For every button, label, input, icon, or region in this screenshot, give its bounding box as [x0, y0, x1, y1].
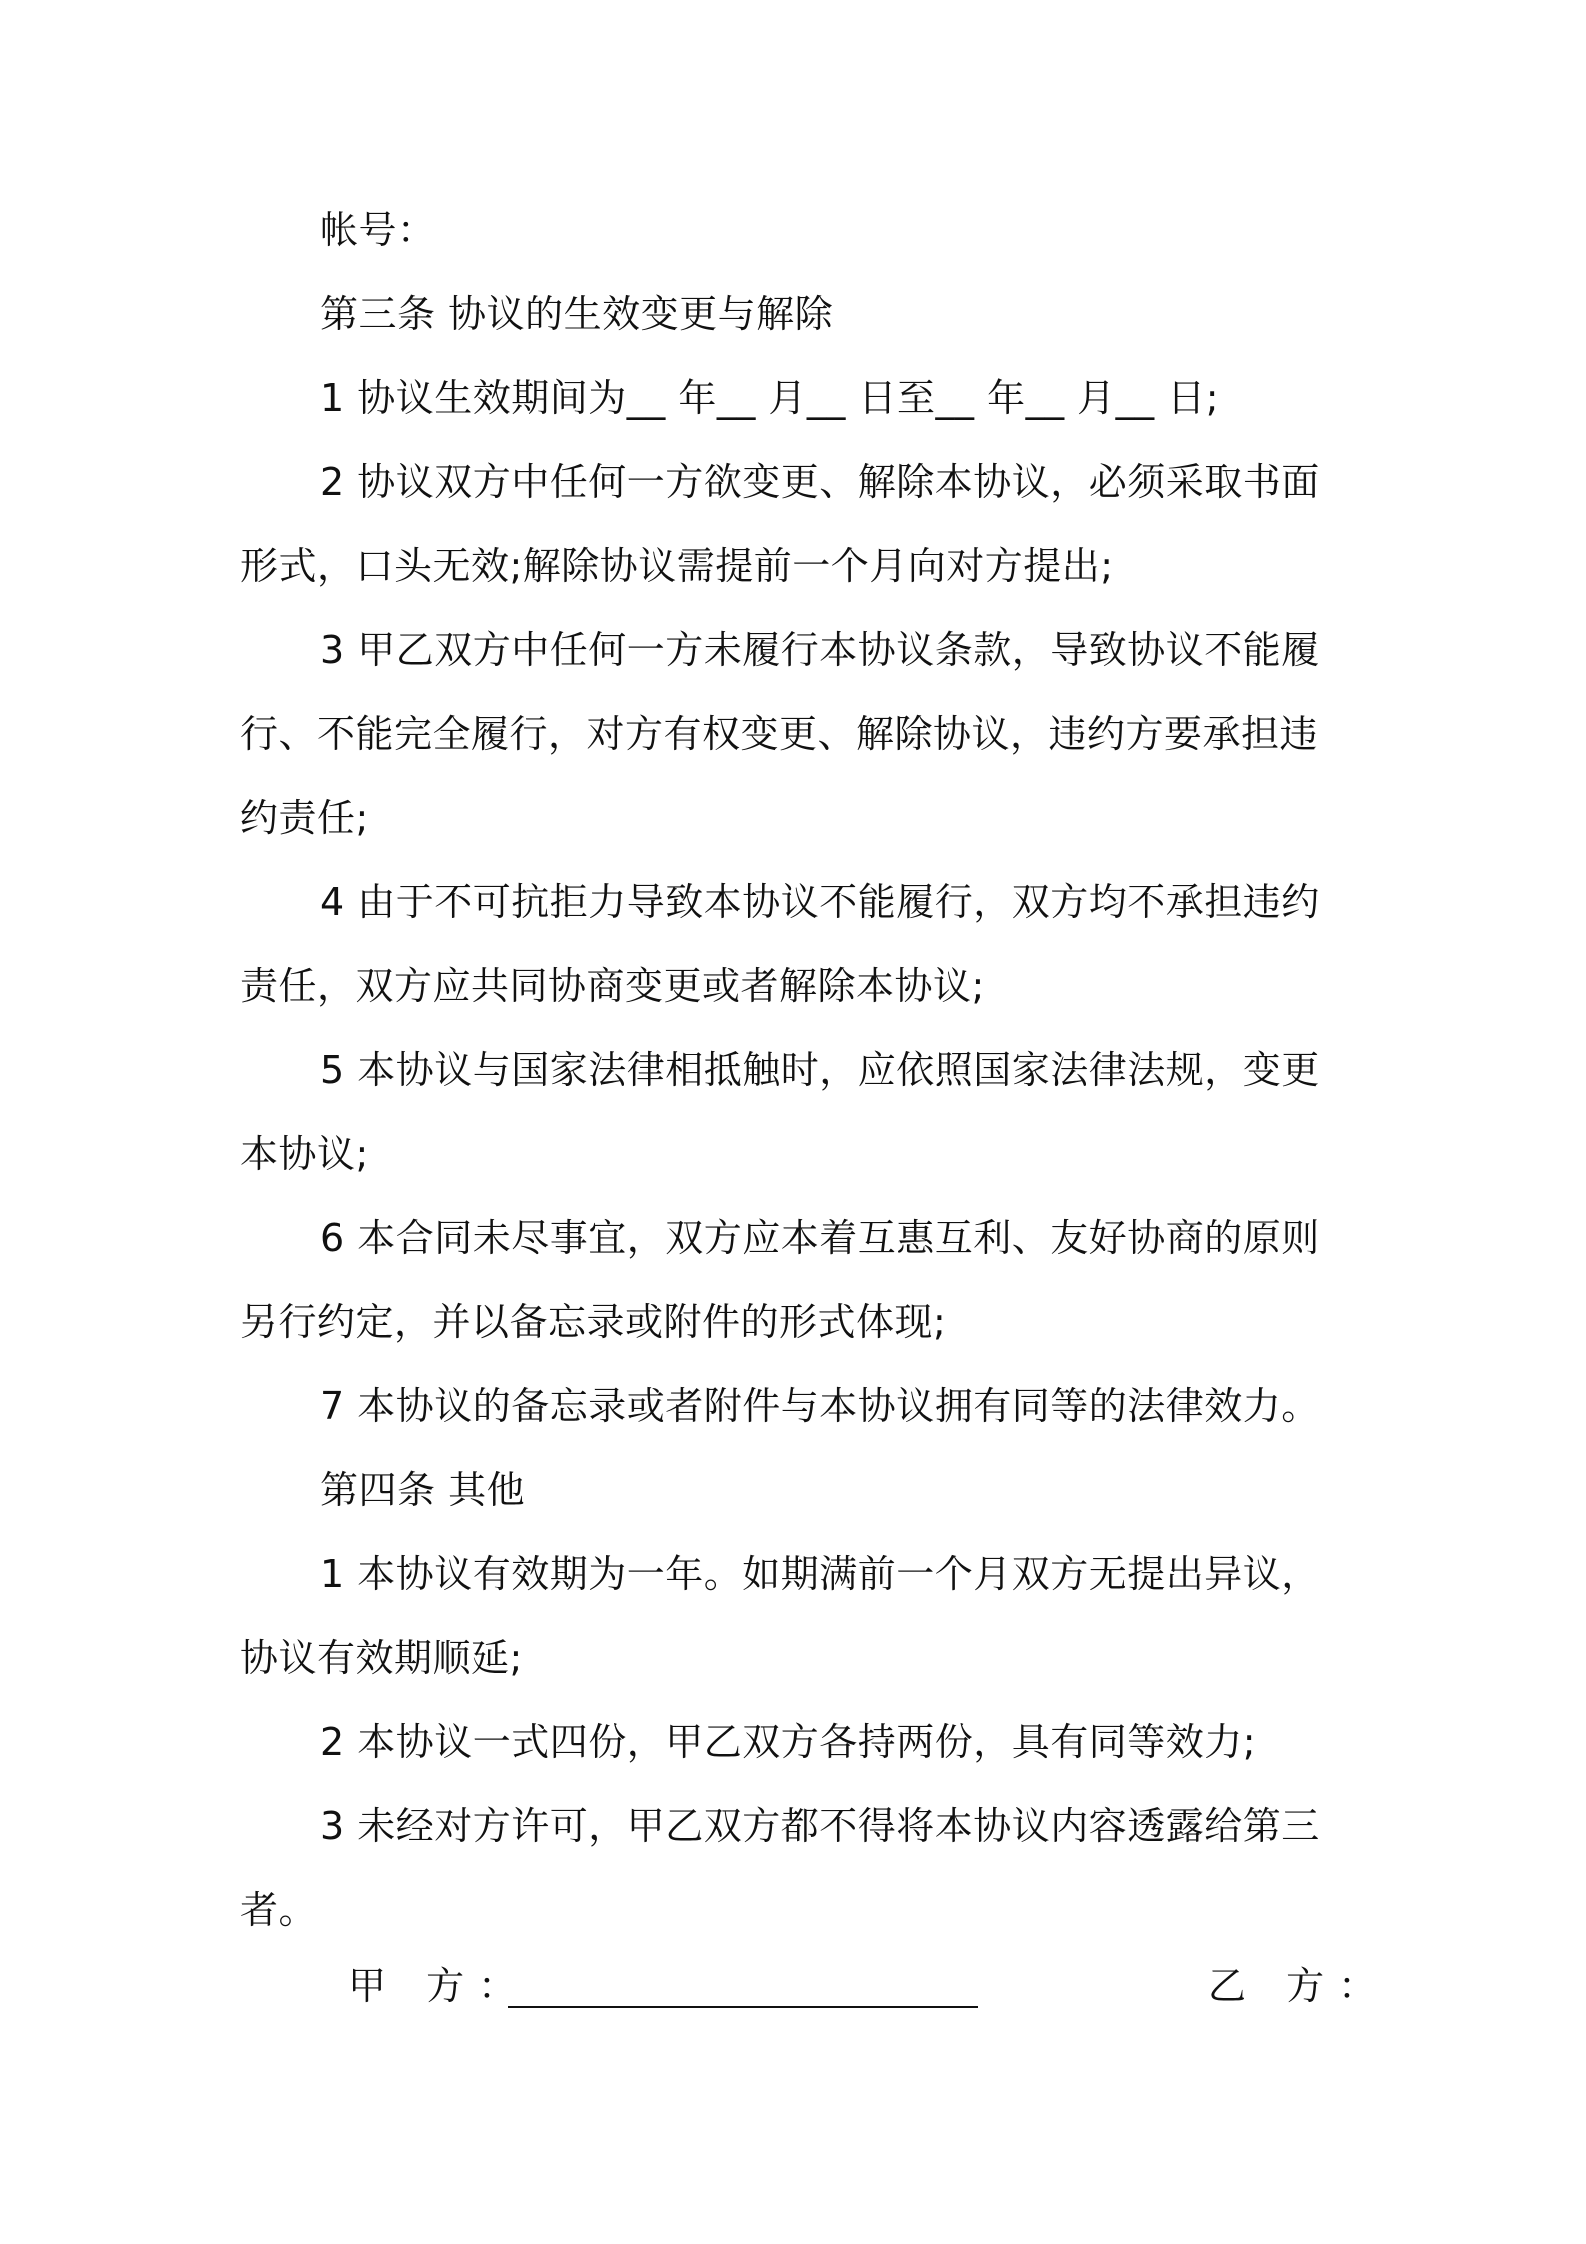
clause-3-2-line-1: 2 协议双方中任何一方欲变更、解除本协议，必须采取书面 — [320, 460, 1320, 504]
clause-3-1: 1 协议生效期间为__ 年__ 月__ 日至__ 年__ 月__ 日; — [320, 376, 1220, 420]
clause-3-6-line-2: 另行约定，并以备忘录或附件的形式体现; — [240, 1300, 947, 1344]
clause-3-2-line-2: 形式，口头无效;解除协议需提前一个月向对方提出; — [240, 544, 1114, 588]
clause-3-6-line-1: 6 本合同未尽事宜，双方应本着互惠互利、友好协商的原则 — [320, 1216, 1320, 1260]
clause-3-3-line-3: 约责任; — [240, 796, 369, 840]
clause-4-3-line-1: 3 未经对方许可，甲乙双方都不得将本协议内容透露给第三 — [320, 1804, 1320, 1848]
party-a-signature-line — [508, 1958, 978, 2008]
article-four-heading: 第四条 其他 — [320, 1468, 526, 1512]
account-label: 帐号： — [320, 208, 436, 252]
clause-4-3-line-2: 者。 — [240, 1888, 318, 1932]
clause-3-4-line-2: 责任，双方应共同协商变更或者解除本协议; — [240, 964, 985, 1008]
clause-3-7: 7 本协议的备忘录或者附件与本协议拥有同等的法律效力。 — [320, 1384, 1320, 1428]
party-a-label: 甲 方： — [348, 1964, 531, 2008]
clause-3-4-line-1: 4 由于不可抗拒力导致本协议不能履行，双方均不承担违约 — [320, 880, 1320, 924]
clause-4-1-line-1: 1 本协议有效期为一年。如期满前一个月双方无提出异议， — [320, 1552, 1320, 1596]
clause-3-5-line-1: 5 本协议与国家法律相抵触时，应依照国家法律法规，变更 — [320, 1048, 1320, 1092]
clause-3-3-line-2: 行、不能完全履行，对方有权变更、解除协议，违约方要承担违 — [240, 712, 1319, 756]
clause-4-2: 2 本协议一式四份，甲乙双方各持两份，具有同等效力; — [320, 1720, 1257, 1764]
clause-3-3-line-1: 3 甲乙双方中任何一方未履行本协议条款，导致协议不能履 — [320, 628, 1320, 672]
clause-4-1-line-2: 协议有效期顺延; — [240, 1636, 523, 1680]
clause-3-5-line-2: 本协议; — [240, 1132, 369, 1176]
article-three-heading: 第三条 协议的生效变更与解除 — [320, 292, 834, 336]
party-b-label: 乙 方： — [1208, 1964, 1391, 2008]
